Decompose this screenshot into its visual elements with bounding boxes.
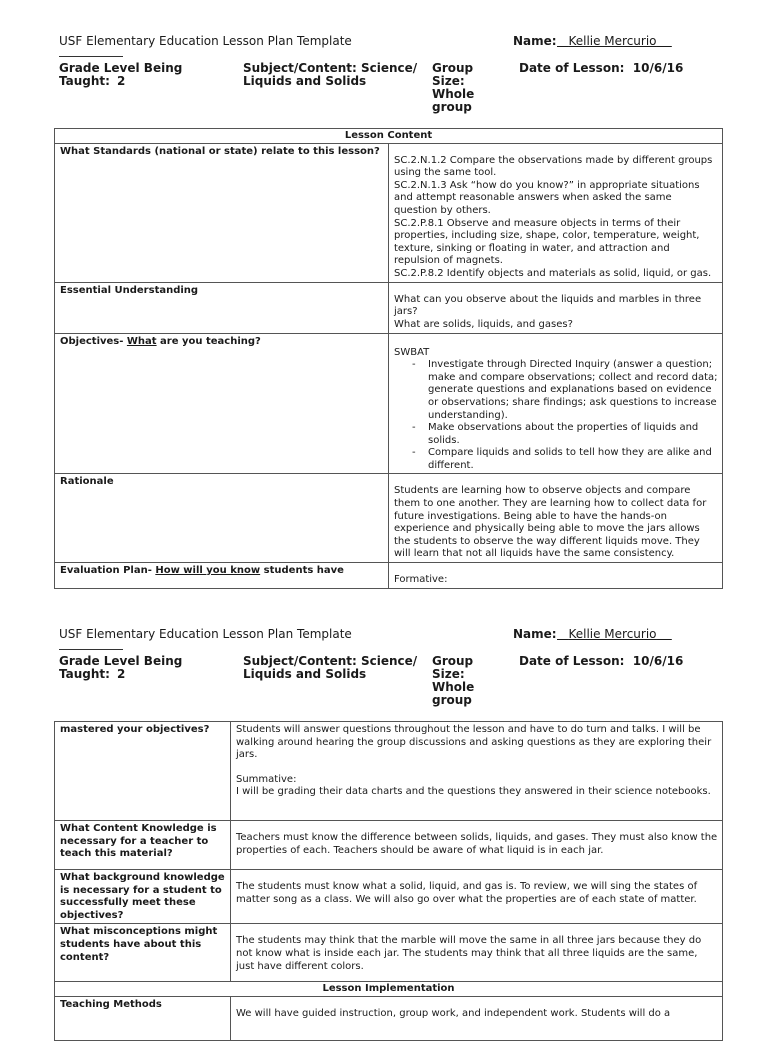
header-rule [59, 649, 123, 650]
table-row [55, 474, 723, 563]
objectives-list [394, 359, 718, 472]
list-item: - Investigate through Directed Inquiry (answer a question; make and compare observations; collect and record data; generate questions and explanations based on evidence or observations; share findings; ask questions to increase understanding). [428, 359, 718, 422]
subject-content: Subject/Content: Science/ Liquids and Solids [243, 654, 418, 681]
grade-label: Grade Level Being Taught: [59, 654, 183, 681]
template-title: USF Elementary Education Lesson Plan Template [59, 627, 352, 641]
list-item: - Make observations about the properties of liquids and solids. [428, 422, 718, 447]
grade-label: Grade Level Being Taught: [59, 61, 183, 88]
evaluation-content: Formative: [389, 563, 723, 589]
objectives-label: Objectives- What are you teaching? [55, 333, 389, 474]
grade-level [59, 62, 229, 88]
list-item: - Compare liquids and solids to tell how they are alike and different. [428, 447, 718, 472]
lesson-plan-page-2 [0, 593, 768, 1024]
essential-content: What can you observe about the liquids and marbles in three jars? What are solids, liquids, and gases? [389, 282, 723, 333]
evaluation-label: Evaluation Plan- How will you know students have [55, 563, 389, 589]
table-row [55, 982, 723, 997]
table-row [55, 821, 723, 870]
table-row [55, 129, 723, 144]
background-content: The students must know what a solid, liquid, and gas is. To review, we will sing the states of matter song as a class. We will also go over what the properties are of each state of matter. [231, 870, 723, 924]
background-label: What background knowledge is necessary for a student to successfully meet these objectives? [55, 870, 231, 924]
section-header-lesson-implementation: Lesson Implementation [55, 982, 723, 997]
rationale-label: Rationale [55, 474, 389, 563]
content-knowledge-label: What Content Knowledge is necessary for a teacher to teach this material? [55, 821, 231, 870]
name-value: Kellie Mercurio [568, 34, 657, 48]
misconceptions-label: What misconceptions might students have about this content? [55, 924, 231, 982]
grade-level [59, 655, 229, 681]
subject-content: Subject/Content: Science/ Liquids and Solids [243, 61, 418, 88]
rationale-content: Students are learning how to observe objects and compare them to one another. They are learning how to collect data for future investigations. Being able to have the hands-on experience and physically being able to move the jars allows the students to observe the way different liquids move. They will learn that not all liquids have the same consistency. [389, 474, 723, 563]
table-row [55, 333, 723, 474]
lesson-date: Date of Lesson: 10/6/16 [519, 61, 684, 75]
content-knowledge-content: Teachers must know the difference between solids, liquids, and gases. They must also know the properties of each. Teachers should be aware of what liquid is in each jar. [231, 821, 723, 870]
essential-label: Essential Understanding [55, 282, 389, 333]
misconceptions-content: The students may think that the marble will move the same in all three jars because they do not know what is inside each jar. The students may think that all three liquids are the same, just have different colors. [231, 924, 723, 982]
name-value: Kellie Mercurio [568, 627, 657, 641]
name-label: Name: [513, 627, 557, 641]
objectives-content: SWBAT - Investigate through Directed Inquiry (answer a question; make and compare observations; collect and record data; generate questions and explanations based on evidence or observations; share findings; ask questions to increase understanding). - Make observations about the properties of liquids and solids. - Compare liquids and solids to tell how they are alike and different. [389, 333, 723, 474]
table-row [55, 870, 723, 924]
standards-content: SC.2.N.1.2 Compare the observations made by different groups using the same tool. SC.2.N.1.3 Ask “how do you know?” in appropriate situations and attempt reasonable answers when asked the same question by others. SC.2.P.8.1 Observe and measure objects in terms of their properties, including size, shape, color, temperature, weight, texture, sinking or floating in water, and attraction and repulsion of magnets. SC.2.P.8.2 Identify objects and materials as solid, liquid, or gas. [389, 143, 723, 282]
table-row [55, 563, 723, 589]
header-rule [59, 56, 123, 57]
lesson-content-table-continued [54, 721, 723, 1041]
table-row [55, 143, 723, 282]
grade-value: 2 [117, 74, 126, 88]
evaluation-continued-content: Students will answer questions throughout the lesson and have to do turn and talks. I will be walking around hearing the group discussions and asking questions as they are exploring their jars. Summative: I will be grading their data charts and the questions they answered in their science notebooks. [231, 722, 723, 821]
grade-value: 2 [117, 667, 126, 681]
group-size: Group Size: Whole group [432, 61, 475, 114]
table-row [55, 996, 723, 1040]
table-row [55, 282, 723, 333]
teaching-methods-label: Teaching Methods [55, 996, 231, 1040]
lesson-content-table [54, 128, 723, 589]
standards-label: What Standards (national or state) relate to this lesson? [55, 143, 389, 282]
section-header-lesson-content: Lesson Content [55, 129, 723, 144]
teaching-methods-content: We will have guided instruction, group work, and independent work. Students will do a [231, 996, 723, 1040]
table-row [55, 924, 723, 982]
group-size: Group Size: Whole group [432, 654, 475, 707]
name-label: Name: [513, 34, 557, 48]
lesson-date: Date of Lesson: 10/6/16 [519, 654, 684, 668]
template-title: USF Elementary Education Lesson Plan Template [59, 34, 352, 48]
evaluation-continued-label: mastered your objectives? [55, 722, 231, 821]
table-row [55, 722, 723, 821]
